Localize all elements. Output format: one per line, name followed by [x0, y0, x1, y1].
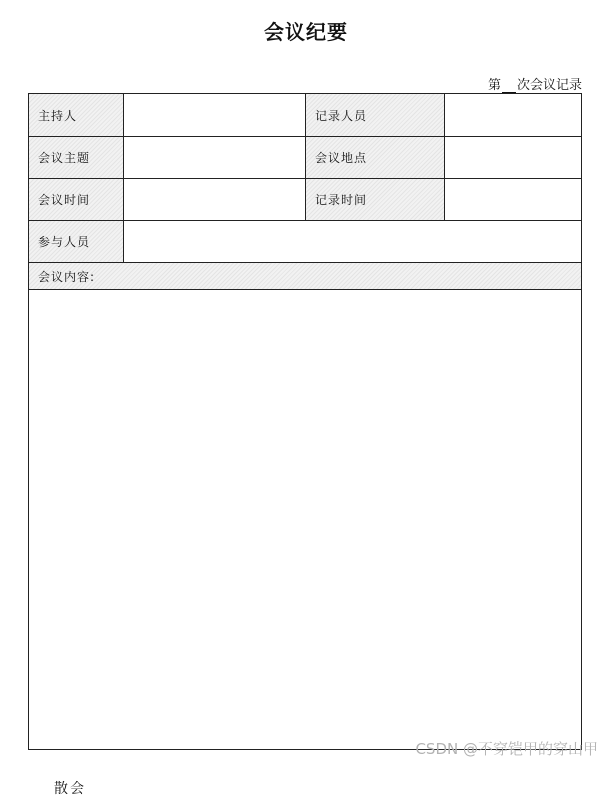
recorder-field[interactable] [445, 94, 581, 136]
location-label: 会议地点 [306, 137, 445, 178]
record-number-suffix: 次会议记录 [516, 78, 582, 93]
form-row-participants [29, 221, 581, 263]
location-field[interactable] [445, 137, 581, 178]
host-label: 主持人 [29, 94, 124, 136]
topic-field[interactable] [124, 137, 306, 178]
meeting-time-field[interactable] [124, 179, 306, 220]
recorder-label: 记录人员 [306, 94, 445, 136]
host-field[interactable] [124, 94, 306, 136]
record-number [488, 74, 582, 93]
content-label: 会议内容: [29, 263, 581, 290]
form-row-time [29, 179, 581, 221]
participants-label: 参与人员 [29, 221, 124, 262]
meeting-time-label: 会议时间 [29, 179, 124, 220]
watermark: CSDN @不穿铠甲的穿山甲 [415, 740, 598, 758]
form-row-host [29, 94, 581, 137]
page-title: 会议纪要 [264, 20, 348, 44]
meeting-form [28, 93, 582, 797]
topic-label: 会议主题 [29, 137, 124, 178]
adjourn-text: 散会 [54, 781, 86, 797]
participants-field[interactable] [124, 221, 581, 262]
form-row-topic [29, 137, 581, 179]
record-time-field[interactable] [445, 179, 581, 220]
record-number-prefix: 第 [487, 78, 501, 93]
record-time-label: 记录时间 [306, 179, 445, 220]
record-number-blank [502, 79, 516, 93]
